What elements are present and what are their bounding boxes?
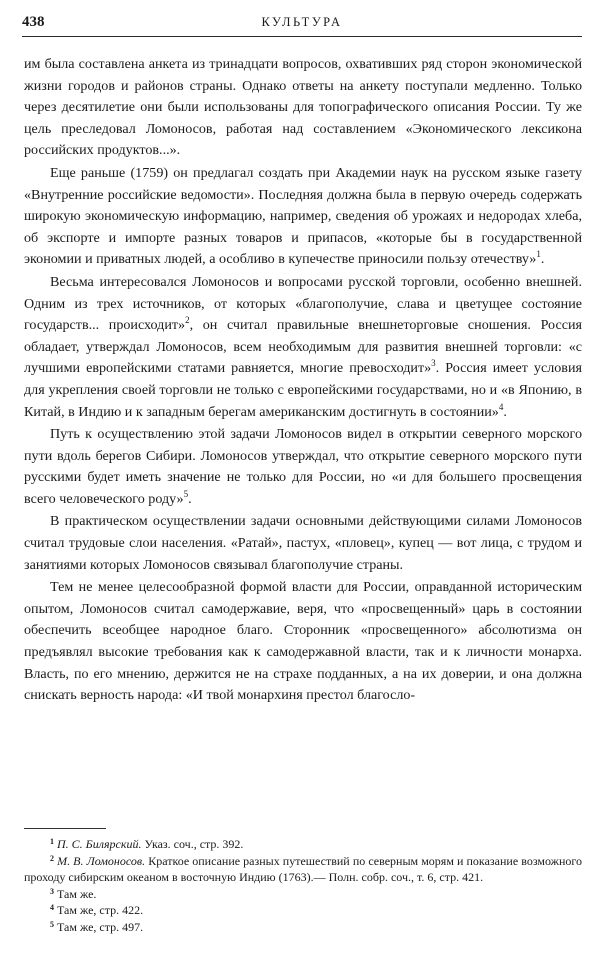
footnote-author: П. С. Билярский. xyxy=(57,837,142,851)
body-text xyxy=(24,54,582,707)
footnote-1 xyxy=(24,836,582,853)
footnote-ref: 2 xyxy=(185,315,190,326)
paragraph-text: Весьма интересовался Ломоносов и вопросами русской торговли, особенно внешней. Одним из трех источников, от которых «благополучие, слава и цветущее состояние государств... происходит» xyxy=(24,273,582,334)
paragraph-text: . Россия имеет условия для укрепления своей торговли не только с европейскими государствами, но и «в Японию, в Китай, в Индию и к западным берегам американским достигнуть в состоянии» xyxy=(24,360,582,420)
paragraph-5 xyxy=(24,511,582,576)
footnote-author: М. В. Ломоносов. xyxy=(57,853,146,868)
footnote-ref: 5 xyxy=(183,488,189,499)
paragraph-text: Тем не менее целесообразной формой власти для России, оправданной историческим опытом, Ломоносов считал самодержавие, веря, что «просвещенный» царь в состоянии обеспечить всеобщее народное благо. Сторонник «просвещенного» абсолютизма он предъявлял высокие требования как к самодержавной власти, так и к личности монарха. Власть, по его мнению, держится не на страхе подданных, а на их доверии, и она должна снискать верность народа: «И твой монархиня престол благосло- xyxy=(24,579,582,704)
footnote-number: 4 xyxy=(50,903,54,912)
footnote-ref: 3 xyxy=(431,358,436,369)
paragraph-text: Путь к осуществлению этой задачи Ломоносов видел в открытии северного морского пути вдоль берегов Сибири. Ломоносов утверждал, что открытие северного морского пути русскими будет иметь значение не только для России, но «и для большего просвещения всего человеческого роду» xyxy=(24,426,582,507)
footnote-text: Там же, стр. 422. xyxy=(57,903,144,917)
paragraph-text: . xyxy=(188,490,192,507)
page-number: 438 xyxy=(22,14,45,30)
paragraph-text: им была составлена анкета из тринадцати вопросов, охвативших ряд сторон экономической жизни городов и районов страны. Однако ответы на анкету поступали медленно. Только через десятилетие они были использованы для топографического описания России. Ту же цель преследовал Ломоносов, работая над составлением «Экономического лексикона российских продуктов...». xyxy=(24,56,582,159)
footnote-3 xyxy=(24,886,582,903)
paragraph-text: . xyxy=(503,403,507,420)
footnote-text: Краткое описание разных путешествий по северным морям и показание возможного проходу сибирским океаном в восточную Индию (1763).— Полн. собр. соч., т. 6, стр. 421. xyxy=(24,853,583,884)
footnotes xyxy=(24,836,582,935)
running-head: КУЛЬТУРА xyxy=(261,15,343,29)
footnote-ref: 4 xyxy=(498,401,504,412)
footnote-text: Там же, стр. 497. xyxy=(57,919,144,934)
paragraph-6 xyxy=(24,577,582,707)
footnote-number: 5 xyxy=(50,919,54,929)
footnote-2 xyxy=(24,853,582,886)
paragraph-2 xyxy=(24,163,582,271)
paragraph-text: В практическом осуществлении задачи основными действующими силами Ломоносов считал трудовые слои населения. «Ратай», пастух, «пловец», купец — вот лица, с трудом и занятиями которых Ломоносов связывал благополучие страны. xyxy=(24,513,582,573)
footnote-5 xyxy=(24,919,582,936)
footnote-number: 1 xyxy=(50,837,54,846)
paragraph-4 xyxy=(24,424,582,510)
footnote-divider xyxy=(24,828,106,829)
footnote-text: Там же. xyxy=(57,886,97,901)
footnote-number: 3 xyxy=(50,886,54,896)
footnote-number: 2 xyxy=(50,853,54,863)
page-header xyxy=(22,14,582,37)
footnote-4 xyxy=(24,902,582,919)
paragraph-text: , он считал правильные внешнеторговые сношения. Россия обладает, утверждал Ломоносов, всем необходимым для развития внешней торговли: «с лучшими европейскими статами равняется, многие превосходит» xyxy=(24,317,582,377)
paragraph-1 xyxy=(24,54,582,162)
paragraph-3 xyxy=(24,272,582,423)
paragraph-text: Еще раньше (1759) он предлагал создать при Академии наук на русском языке газету «Внутренние российские ведомости». Последняя должна была в первую очередь содержать широкую экономическую информацию, например, сведения об урожаях и недородах хлеба, об экспорте и импорте разных товаров и припасов, «которые бы в государственной экономии и приватных людей, а особливо в купечестве приносили пользу отечеству» xyxy=(24,164,582,268)
footnote-ref: 1 xyxy=(536,249,541,260)
footnote-text: Указ. соч., стр. 392. xyxy=(141,837,244,851)
paragraph-text: . xyxy=(540,251,545,268)
